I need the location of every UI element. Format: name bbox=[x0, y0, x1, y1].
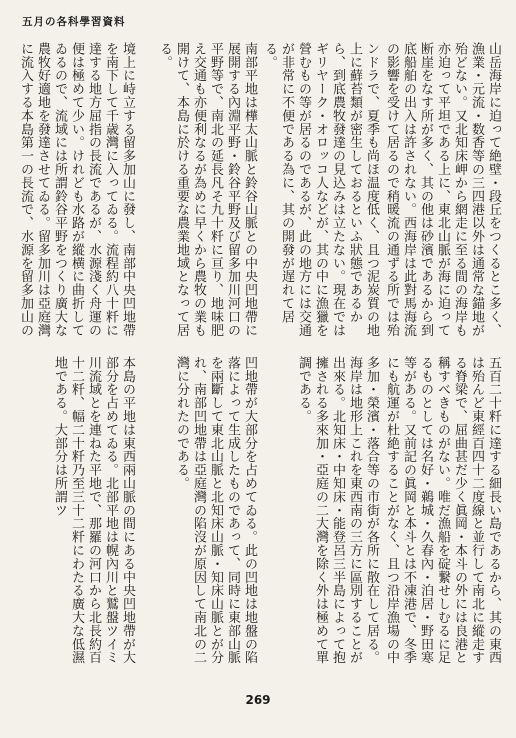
text-column-bottom-right: 五百二十粁に達する細長い島であるから、其の東西は殆んど東經百四十二度線と並行して南北に縱走する脊梁で、屈曲甚だ少く眞岡・本斗の外には良港と稱すべきものがない。唯だ漁船を碇繋せしむるに足るものとしては名好・鵜城・久春內・泊居・野田寒等がある。又前記の眞岡と本斗とは不凍港で、冬季にも航運が杜絶することがなく、且つ沿岸漁場の中 bbox=[384, 356, 501, 665]
text-column-top-right-center: ンドラで、夏季も尚ほ温度低く、且つ泥炭質の地上に蘚苔類が密生しておるといふ狀態であるから、到底農牧發達の見込みは立たない。現在ではギリヤーク・オロッコ人などが、其の中に漁獵を營むもの等が居るのであるが、此の地方には交通が非常に不便である為に、其の開發が遅れて居る。 bbox=[262, 42, 379, 337]
text-column-bottom-left: 本島の平地は東西兩山脈の間にある中央凹地帶が大部分を占めてゐる。北部平地は幌內川と鷲盤ツイミ川流域とを連ねた平地で、那羅の河口から北長約百十二粁、幅二十粁乃至三十二粁にわたる廣大な低濕地である。大部分は所謂ツ bbox=[52, 356, 135, 665]
text-column-top-left-center: 南部平地は樺太山脈と鈴谷山脈との中央凹地帶に展開する內淵平野・鈴谷平野及び留多加川河口の平野等で、南北の延長凡そ九十粁に亘り、地味肥え交通も亦便利なるが為めに早くから農牧の業も開けて、本島に於ける重要な農業地域となって居る。 bbox=[157, 42, 257, 337]
section-divider bbox=[18, 351, 502, 352]
page-header: 五月の各科學習資料 bbox=[22, 16, 126, 28]
text-column-top-left: 境上に峙立する留多加山に發し、南部中央凹地帶を南下して千歳灣に入ってゐる。流程約八十粁に達する地方屈指の長流であるが、水源淺く舟運の便は極めて少い。けれども水路が縱横に曲折してゐるので、流域には所謂鈴谷平野をつくり廣大な農牧好適地を發達させてゐる。留多加川は亞庭灣に流入する本島第一の長流で、水源を留多加山の bbox=[18, 42, 135, 337]
page-number: 269 bbox=[245, 693, 271, 707]
text-column-bottom-right-center: 多加・榮濱・落合等の市街が各所に散在して居る。海岸は地形上これを東西南の三方に區別することが出來る。北知床・中知床・能登呂三半島によって抱擁される多來加・亞庭の二大灣を除く外は極めて單調である。 bbox=[296, 356, 379, 665]
text-column-bottom-left-center: 凹地帶が大部分を占めてゐる。此の凹地は地盤の陷落によって生成したものであって、同時に東部山脈を兩斷して東北山脈と北知床山脈・知床山脈とが分れ、南部凹地帶は亞庭灣の陷沒が原因して南北の二灣に分れたのである。 bbox=[174, 356, 257, 665]
text-column-top-right: 山岳海岸に迫って絶壁・段丘をつくるとこ多く、漁業・元流・数香等の三四港以外は通常な錨地が殆どない。又北知床岬から網走に至る間の海岸も亦迫って平坦である上に、東北山脈が海に迫って断崖をなす所が多く、其の他は砂濱であるから到底船舶の出入は許されない。西海岸は此對馬海流の影響を受けて居るので稍暖流の通ずる所では殆 bbox=[384, 42, 501, 337]
